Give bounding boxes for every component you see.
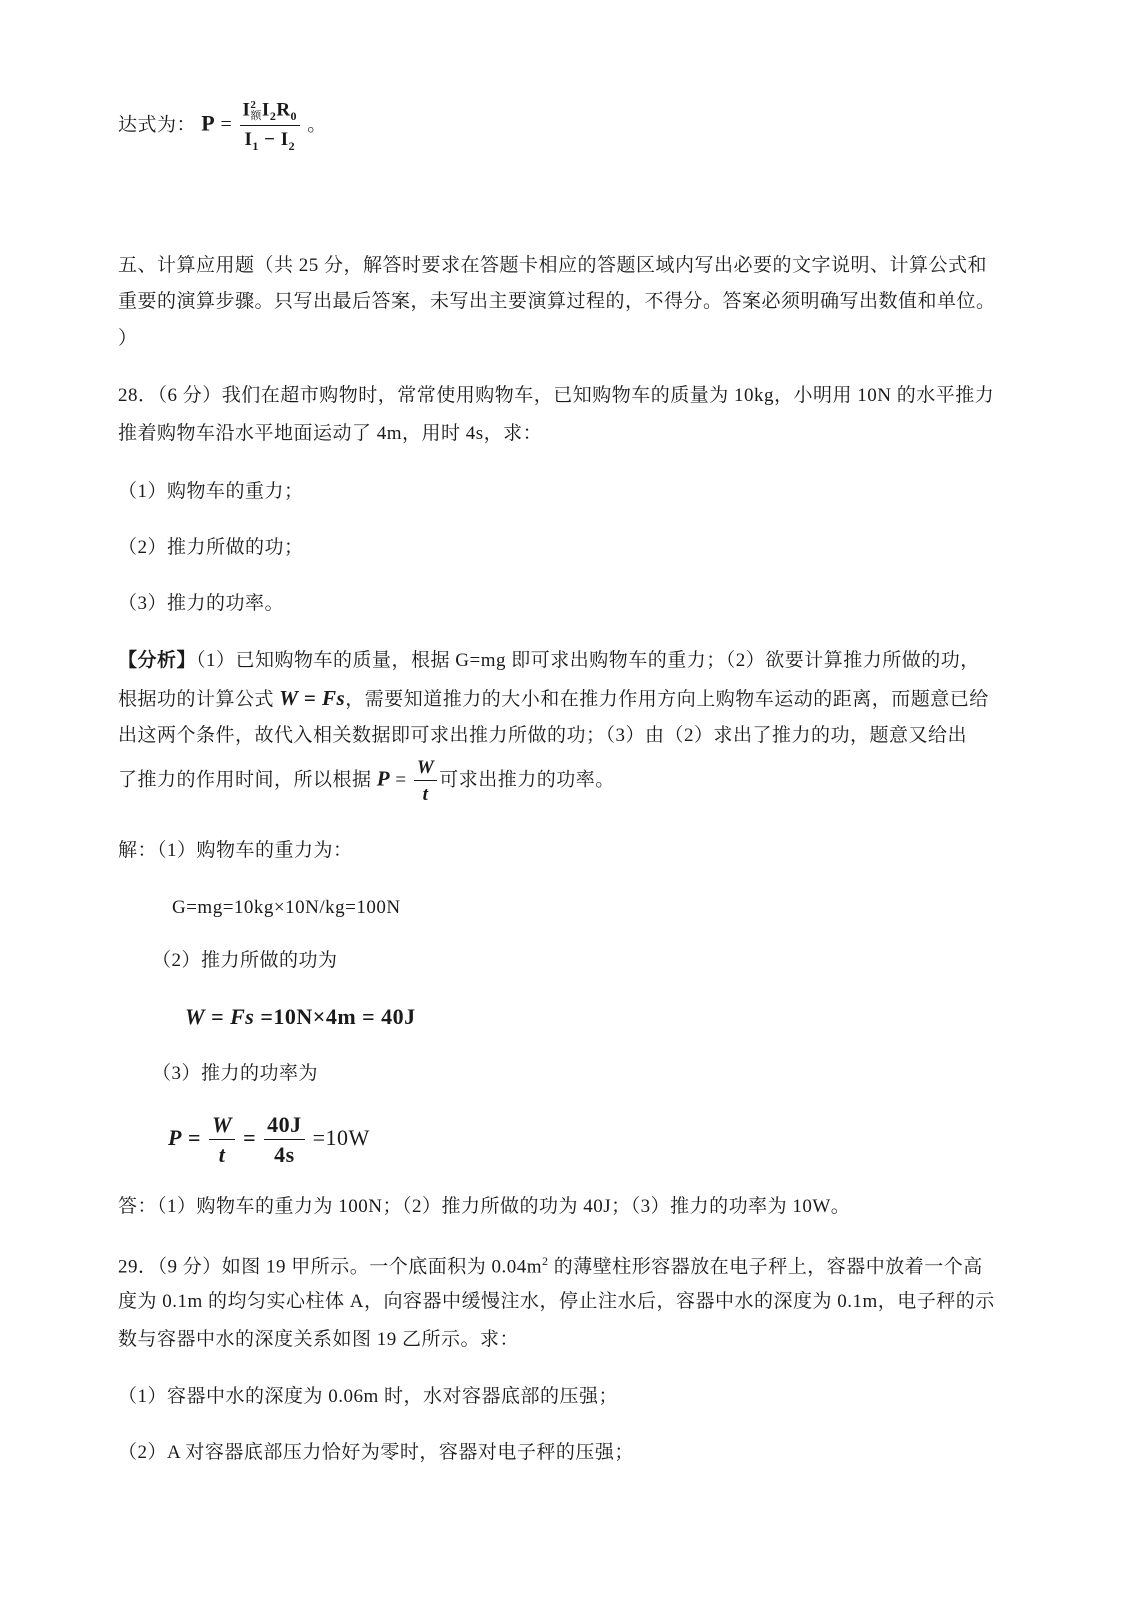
top-formula — [118, 100, 327, 152]
q28-analysis-line4: 了推力的作用时间，所以根据 P = $\frac{W}{t}$ 可求出推力的功率。 — [118, 757, 615, 805]
section5-line2: 重要的演算步骤。只写出最后答案，未写出主要演算过程的，不得分。答案必须明确写出数值和单位。 — [118, 291, 996, 312]
solution-label: 解：（1）购物车的重力为： — [118, 840, 353, 861]
q29-sub1: （1）容器中水的深度为 0.06m 时，水对容器底部的压强； — [118, 1386, 619, 1407]
q28-line1: 28．（6 分）我们在超市购物时，常常使用购物车，已知购物车的质量为 10kg，小明用 10N 的水平推力 — [118, 385, 995, 406]
q28-sub3: （3）推力的功率。 — [118, 593, 285, 614]
power-fraction-1: $\frac{W}{t}$ — [209, 1114, 235, 1166]
fraction-numerator: I 2 额 $I_2R_0$ — [240, 100, 301, 126]
power-symbol: P — [201, 110, 216, 136]
power-formula-fraction: $\frac{W}{t}$ — [414, 758, 437, 804]
q28-answer: 答：（1）购物车的重力为 100N；（2）推力所做的功为 40J；（3）推力的功率为 10W。 — [118, 1196, 851, 1217]
power-fraction — [240, 100, 301, 152]
solution-work-label: （2）推力所做的功为 — [152, 950, 338, 971]
section5-line1: 五、计算应用题（共 25 分，解答时要求在答题卡相应的答题区域内写出必要的文字说明、计算公式和 — [118, 255, 988, 276]
q28-analysis-line3: 出这两个条件，故代入相关数据即可求出推力所做的功；（3）由（2）求出了推力的功，题意又给出 — [118, 725, 968, 746]
solution-power-label: （3）推力的功率为 — [152, 1063, 319, 1084]
q29-line3: 数与容器中水的深度关系如图 19 乙所示。求： — [118, 1329, 520, 1350]
q28-sub2: （2）推力所做的功； — [118, 537, 304, 558]
top-formula-prefix: 达式为： — [118, 114, 197, 136]
solution-gravity-eq: G=mg=10kg×10N/kg=100N — [172, 897, 401, 918]
equals-sign: = — [220, 113, 233, 136]
q29-line1: 29．（9 分）如图 19 甲所示。一个底面积为 $0.04m^2$ 的薄壁柱形容器放在电子秤上，容器中放着一个高 — [118, 1254, 983, 1278]
solution-work-eq: W = Fs =10N×4m = 40J — [185, 1004, 416, 1029]
solution-power-eq: P = $\frac{W}{t}$ = $\frac{40J}{4s}$ =10W — [168, 1112, 370, 1167]
analysis-tag: 【分析】 — [118, 650, 197, 671]
q28-analysis-line2: 根据功的计算公式 W = Fs，需要知道推力的大小和在推力作用方向上购物车运动的距离，而题意已给 — [118, 686, 989, 710]
top-formula-suffix: 。 — [307, 114, 327, 136]
fraction-denominator: $I_1 - I_2$ — [244, 129, 296, 153]
section5-line3: ） — [118, 328, 138, 349]
power-fraction-2: $\frac{40J}{4s}$ — [264, 1114, 305, 1166]
q29-line2: 度为 0.1m 的均匀实心柱体 A，向容器中缓慢注水，停止注水后，容器中水的深度为 0.1m，电子秤的示 — [118, 1291, 995, 1312]
q28-line2: 推着购物车沿水平地面运动了 4m，用时 4s，求： — [118, 423, 543, 444]
q29-sub2: （2）A 对容器底部压力恰好为零时，容器对电子秤的压强； — [118, 1442, 634, 1463]
work-formula: W = Fs — [279, 686, 346, 710]
q28-sub1: （1）购物车的重力； — [118, 481, 304, 502]
q28-analysis-line1: 【分析】（1）已知购物车的质量，根据 G=mg 即可求出购物车的重力；（2）欲要计算推力所做的功， — [118, 650, 980, 671]
